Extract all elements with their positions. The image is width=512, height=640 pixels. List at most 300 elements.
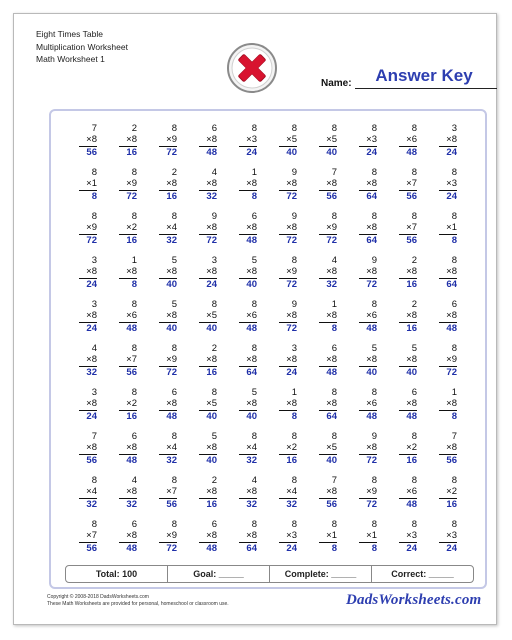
problem-cell <box>63 517 103 561</box>
problem-bottom-number: ×4 <box>286 486 297 497</box>
problem-answer: 32 <box>86 499 97 510</box>
problem-cell <box>383 297 423 341</box>
problem-answer: 72 <box>286 191 297 202</box>
problem-cell <box>423 209 463 253</box>
problem-top-number: 6 <box>331 343 337 354</box>
problem-cell <box>183 297 223 341</box>
problem-bottom-number: ×8 <box>446 398 457 409</box>
problem-top-number: 9 <box>291 167 297 178</box>
problem-top-number: 2 <box>211 475 217 486</box>
problem-top-number: 8 <box>411 431 417 442</box>
problem-top-number: 8 <box>451 475 457 486</box>
problem-top-number: 8 <box>371 387 377 398</box>
problem-cell <box>143 341 183 385</box>
problem-answer: 56 <box>86 455 97 466</box>
problem-bottom-number: ×8 <box>166 398 177 409</box>
problem-bottom-number: ×8 <box>246 530 257 541</box>
problem-answer: 24 <box>246 147 257 158</box>
problem-bottom-number: ×8 <box>206 486 217 497</box>
problem-bottom-number: ×6 <box>406 134 417 145</box>
copyright-line-2: These Math Worksheets are provided for personal, homeschool or classroom use. <box>47 601 229 607</box>
problem-bottom-number: ×9 <box>286 266 297 277</box>
problem-answer: 16 <box>206 499 217 510</box>
problem-answer: 32 <box>246 455 257 466</box>
problem-top-number: 8 <box>331 431 337 442</box>
problem-cell <box>183 341 223 385</box>
problem-cell <box>183 209 223 253</box>
problem-cell <box>303 121 343 165</box>
problem-cell <box>263 209 303 253</box>
problem-bottom-number: ×9 <box>126 178 137 189</box>
problem-top-number: 8 <box>371 211 377 222</box>
problem-answer: 40 <box>166 279 177 290</box>
problem-cell <box>343 121 383 165</box>
red-x-icon <box>226 42 278 94</box>
problem-answer: 56 <box>166 499 177 510</box>
problem-answer: 48 <box>246 323 257 334</box>
problem-bottom-number: ×8 <box>126 442 137 453</box>
problem-cell <box>303 253 343 297</box>
problem-answer: 24 <box>286 367 297 378</box>
problem-top-number: 8 <box>131 211 137 222</box>
problem-bottom-number: ×8 <box>286 354 297 365</box>
problem-bottom-number: ×8 <box>126 530 137 541</box>
problem-cell <box>263 473 303 517</box>
problem-bottom-number: ×8 <box>366 178 377 189</box>
problem-bottom-number: ×8 <box>206 134 217 145</box>
problem-answer: 32 <box>326 279 337 290</box>
problem-cell <box>303 341 343 385</box>
problem-top-number: 8 <box>251 431 257 442</box>
problem-cell <box>303 473 343 517</box>
problem-top-number: 5 <box>251 387 257 398</box>
problem-cell <box>103 341 143 385</box>
problem-answer: 64 <box>326 411 337 422</box>
problem-bottom-number: ×1 <box>366 530 377 541</box>
problem-answer: 24 <box>286 543 297 554</box>
problem-bottom-number: ×8 <box>406 310 417 321</box>
problem-answer: 72 <box>366 499 377 510</box>
problem-cell <box>303 517 343 561</box>
problem-bottom-number: ×8 <box>286 178 297 189</box>
problem-bottom-number: ×9 <box>446 354 457 365</box>
problem-top-number: 3 <box>91 387 97 398</box>
problem-cell <box>383 209 423 253</box>
problem-bottom-number: ×8 <box>366 266 377 277</box>
problem-top-number: 8 <box>291 519 297 530</box>
problem-top-number: 5 <box>211 431 217 442</box>
problems-frame <box>49 109 487 589</box>
worksheet-page <box>13 13 497 625</box>
problems-grid <box>61 121 481 561</box>
problem-top-number: 8 <box>211 299 217 310</box>
problem-top-number: 6 <box>211 519 217 530</box>
problem-top-number: 8 <box>451 167 457 178</box>
problem-answer: 40 <box>206 411 217 422</box>
problem-top-number: 8 <box>251 123 257 134</box>
problem-top-number: 8 <box>451 255 457 266</box>
problem-cell <box>223 473 263 517</box>
problem-cell <box>63 253 103 297</box>
problem-cell <box>263 385 303 429</box>
copyright <box>47 594 229 608</box>
problem-bottom-number: ×6 <box>406 486 417 497</box>
problem-top-number: 1 <box>291 387 297 398</box>
title-line-3: Math Worksheet 1 <box>36 54 105 64</box>
problem-answer: 16 <box>406 279 417 290</box>
problem-top-number: 8 <box>451 519 457 530</box>
problem-answer: 16 <box>126 235 137 246</box>
problem-bottom-number: ×4 <box>246 442 257 453</box>
problem-bottom-number: ×8 <box>406 266 417 277</box>
problem-cell <box>63 297 103 341</box>
problem-cell <box>223 429 263 473</box>
problem-bottom-number: ×6 <box>366 310 377 321</box>
problem-top-number: 6 <box>131 431 137 442</box>
problem-cell <box>343 253 383 297</box>
problem-answer: 32 <box>126 499 137 510</box>
problem-cell <box>423 165 463 209</box>
problem-bottom-number: ×9 <box>326 222 337 233</box>
problem-bottom-number: ×3 <box>366 134 377 145</box>
problem-answer: 72 <box>166 543 177 554</box>
problem-cell <box>223 209 263 253</box>
score-bar <box>65 565 474 583</box>
problem-top-number: 8 <box>371 519 377 530</box>
problem-cell <box>383 429 423 473</box>
problem-top-number: 8 <box>131 299 137 310</box>
problem-top-number: 6 <box>211 123 217 134</box>
problem-cell <box>383 473 423 517</box>
problem-cell <box>103 209 143 253</box>
problem-bottom-number: ×3 <box>446 530 457 541</box>
problem-answer: 40 <box>366 367 377 378</box>
problem-answer: 40 <box>246 411 257 422</box>
problem-answer: 8 <box>451 411 457 422</box>
problem-answer: 72 <box>326 235 337 246</box>
problem-answer: 72 <box>126 191 137 202</box>
problem-answer: 24 <box>406 543 417 554</box>
problem-bottom-number: ×8 <box>86 266 97 277</box>
problem-cell <box>63 165 103 209</box>
problem-top-number: 8 <box>91 211 97 222</box>
problem-bottom-number: ×5 <box>286 134 297 145</box>
problem-top-number: 8 <box>171 475 177 486</box>
problem-answer: 64 <box>246 367 257 378</box>
problem-top-number: 8 <box>291 255 297 266</box>
problem-cell <box>183 121 223 165</box>
problem-answer: 16 <box>406 323 417 334</box>
problem-answer: 48 <box>406 499 417 510</box>
problem-answer: 40 <box>326 147 337 158</box>
problem-answer: 64 <box>366 235 377 246</box>
problem-bottom-number: ×1 <box>326 530 337 541</box>
problem-cell <box>183 517 223 561</box>
problem-bottom-number: ×9 <box>166 530 177 541</box>
name-line <box>355 88 497 89</box>
problem-answer: 16 <box>206 367 217 378</box>
problem-bottom-number: ×8 <box>166 266 177 277</box>
problem-bottom-number: ×8 <box>86 442 97 453</box>
problem-bottom-number: ×8 <box>206 178 217 189</box>
problem-cell <box>143 165 183 209</box>
problem-bottom-number: ×3 <box>406 530 417 541</box>
problem-cell <box>63 209 103 253</box>
problem-bottom-number: ×9 <box>86 222 97 233</box>
problem-answer: 72 <box>286 279 297 290</box>
problem-cell <box>143 253 183 297</box>
problem-bottom-number: ×8 <box>326 310 337 321</box>
problem-bottom-number: ×8 <box>446 266 457 277</box>
problem-top-number: 8 <box>291 123 297 134</box>
problem-cell <box>143 385 183 429</box>
problem-answer: 40 <box>286 147 297 158</box>
problem-cell <box>63 473 103 517</box>
problem-answer: 32 <box>166 455 177 466</box>
problem-answer: 24 <box>446 543 457 554</box>
problem-bottom-number: ×8 <box>126 134 137 145</box>
problem-cell <box>263 341 303 385</box>
problem-top-number: 9 <box>371 255 377 266</box>
problem-bottom-number: ×8 <box>166 178 177 189</box>
problem-answer: 48 <box>126 543 137 554</box>
problem-top-number: 9 <box>291 211 297 222</box>
problem-answer: 48 <box>126 455 137 466</box>
problem-cell <box>303 429 343 473</box>
problem-bottom-number: ×8 <box>286 310 297 321</box>
problem-cell <box>223 297 263 341</box>
problem-cell <box>303 165 343 209</box>
problem-top-number: 6 <box>251 211 257 222</box>
problem-bottom-number: ×8 <box>446 442 457 453</box>
problem-top-number: 8 <box>131 387 137 398</box>
problem-cell <box>143 429 183 473</box>
problem-bottom-number: ×6 <box>246 310 257 321</box>
problem-top-number: 8 <box>91 167 97 178</box>
problem-answer: 40 <box>206 455 217 466</box>
problem-bottom-number: ×8 <box>86 398 97 409</box>
problem-answer: 48 <box>326 367 337 378</box>
problem-answer: 32 <box>86 367 97 378</box>
problem-answer: 24 <box>86 279 97 290</box>
problem-cell <box>103 385 143 429</box>
copyright-line-1: Copyright © 2008-2018 DadsWorksheets.com <box>47 594 149 600</box>
problem-answer: 48 <box>206 543 217 554</box>
problem-answer: 8 <box>331 543 337 554</box>
problem-bottom-number: ×8 <box>86 354 97 365</box>
problem-bottom-number: ×8 <box>126 486 137 497</box>
problem-answer: 32 <box>166 235 177 246</box>
problem-bottom-number: ×3 <box>246 134 257 145</box>
problem-answer: 8 <box>451 235 457 246</box>
problem-top-number: 7 <box>331 475 337 486</box>
problem-top-number: 7 <box>451 431 457 442</box>
problem-cell <box>103 517 143 561</box>
problem-cell <box>303 385 343 429</box>
problem-answer: 40 <box>246 279 257 290</box>
problem-cell <box>383 517 423 561</box>
problem-answer: 48 <box>406 411 417 422</box>
problem-cell <box>183 165 223 209</box>
problem-top-number: 7 <box>91 123 97 134</box>
problem-top-number: 1 <box>331 299 337 310</box>
title-line-2: Multiplication Worksheet <box>36 41 128 52</box>
problem-cell <box>63 121 103 165</box>
title-line-1: Eight Times Table <box>36 29 103 39</box>
problem-cell <box>183 253 223 297</box>
site-logo: DadsWorksheets.com <box>346 592 482 608</box>
problem-cell <box>223 517 263 561</box>
problem-top-number: 8 <box>411 167 417 178</box>
problem-top-number: 3 <box>211 255 217 266</box>
problem-top-number: 5 <box>171 255 177 266</box>
problem-answer: 16 <box>406 455 417 466</box>
problem-bottom-number: ×8 <box>366 354 377 365</box>
problem-top-number: 8 <box>251 343 257 354</box>
problem-bottom-number: ×7 <box>126 354 137 365</box>
problem-cell <box>383 253 423 297</box>
problem-bottom-number: ×8 <box>446 310 457 321</box>
problem-cell <box>263 253 303 297</box>
problem-top-number: 5 <box>251 255 257 266</box>
problem-cell <box>383 385 423 429</box>
goal-cell: Goal: _____ <box>168 566 270 582</box>
problem-top-number: 8 <box>211 387 217 398</box>
problem-top-number: 5 <box>171 299 177 310</box>
problem-answer: 8 <box>91 191 97 202</box>
problem-answer: 24 <box>86 323 97 334</box>
problem-bottom-number: ×8 <box>246 398 257 409</box>
problem-answer: 24 <box>206 279 217 290</box>
problem-top-number: 1 <box>251 167 257 178</box>
problem-answer: 32 <box>286 499 297 510</box>
problem-cell <box>423 517 463 561</box>
problem-cell <box>423 297 463 341</box>
problem-bottom-number: ×8 <box>246 178 257 189</box>
problem-answer: 56 <box>326 499 337 510</box>
problem-top-number: 3 <box>451 123 457 134</box>
problem-cell <box>383 165 423 209</box>
problem-top-number: 2 <box>411 255 417 266</box>
problem-cell <box>183 385 223 429</box>
problem-top-number: 2 <box>131 123 137 134</box>
problem-top-number: 7 <box>91 431 97 442</box>
problem-top-number: 8 <box>331 387 337 398</box>
problem-top-number: 8 <box>411 519 417 530</box>
problem-cell <box>343 473 383 517</box>
problem-cell <box>223 121 263 165</box>
problem-answer: 32 <box>206 191 217 202</box>
problem-answer: 64 <box>366 191 377 202</box>
problem-answer: 16 <box>286 455 297 466</box>
problem-top-number: 8 <box>331 123 337 134</box>
problem-bottom-number: ×8 <box>246 222 257 233</box>
problem-bottom-number: ×8 <box>286 222 297 233</box>
problem-answer: 72 <box>366 279 377 290</box>
problem-top-number: 8 <box>251 299 257 310</box>
problem-top-number: 2 <box>411 299 417 310</box>
problem-answer: 40 <box>326 455 337 466</box>
problem-bottom-number: ×9 <box>166 134 177 145</box>
problem-cell <box>303 297 343 341</box>
problem-answer: 16 <box>126 411 137 422</box>
problem-cell <box>143 209 183 253</box>
problem-top-number: 8 <box>331 211 337 222</box>
problem-cell <box>223 341 263 385</box>
problem-bottom-number: ×4 <box>86 486 97 497</box>
problem-answer: 56 <box>326 191 337 202</box>
problem-bottom-number: ×1 <box>86 178 97 189</box>
problem-answer: 16 <box>446 499 457 510</box>
problem-top-number: 6 <box>411 387 417 398</box>
problem-bottom-number: ×2 <box>126 398 137 409</box>
problem-answer: 48 <box>406 147 417 158</box>
problem-cell <box>223 165 263 209</box>
problem-top-number: 1 <box>451 387 457 398</box>
problem-answer: 72 <box>286 323 297 334</box>
problem-top-number: 5 <box>371 343 377 354</box>
problem-answer: 48 <box>206 147 217 158</box>
problem-top-number: 8 <box>371 167 377 178</box>
problem-bottom-number: ×7 <box>406 222 417 233</box>
problem-cell <box>103 473 143 517</box>
problem-bottom-number: ×8 <box>86 134 97 145</box>
problem-answer: 48 <box>166 411 177 422</box>
problem-cell <box>423 341 463 385</box>
problem-top-number: 8 <box>91 475 97 486</box>
problem-bottom-number: ×8 <box>326 178 337 189</box>
problem-bottom-number: ×1 <box>446 222 457 233</box>
problem-top-number: 3 <box>91 255 97 266</box>
problem-bottom-number: ×9 <box>366 486 377 497</box>
problem-answer: 32 <box>246 499 257 510</box>
problem-cell <box>343 297 383 341</box>
problem-cell <box>63 429 103 473</box>
problem-bottom-number: ×7 <box>166 486 177 497</box>
problem-cell <box>103 165 143 209</box>
problem-top-number: 4 <box>331 255 337 266</box>
problem-cell <box>263 121 303 165</box>
problem-bottom-number: ×2 <box>446 486 457 497</box>
problem-top-number: 6 <box>451 299 457 310</box>
problem-cell <box>263 517 303 561</box>
problem-top-number: 3 <box>291 343 297 354</box>
problem-top-number: 8 <box>451 343 457 354</box>
problem-answer: 16 <box>126 147 137 158</box>
problem-answer: 48 <box>366 411 377 422</box>
problem-bottom-number: ×2 <box>126 222 137 233</box>
problem-cell <box>143 297 183 341</box>
problem-bottom-number: ×8 <box>326 398 337 409</box>
problem-bottom-number: ×8 <box>366 442 377 453</box>
problem-bottom-number: ×7 <box>406 178 417 189</box>
problem-answer: 48 <box>446 323 457 334</box>
problem-cell <box>383 341 423 385</box>
problem-bottom-number: ×4 <box>166 222 177 233</box>
problem-cell <box>263 297 303 341</box>
problem-cell <box>223 253 263 297</box>
problem-answer: 72 <box>86 235 97 246</box>
problem-top-number: 2 <box>171 167 177 178</box>
problem-cell <box>343 429 383 473</box>
problem-top-number: 8 <box>251 519 257 530</box>
problem-top-number: 5 <box>411 343 417 354</box>
problem-cell <box>103 297 143 341</box>
problem-top-number: 8 <box>291 475 297 486</box>
problem-bottom-number: ×8 <box>206 222 217 233</box>
problem-bottom-number: ×7 <box>86 530 97 541</box>
problem-cell <box>423 473 463 517</box>
